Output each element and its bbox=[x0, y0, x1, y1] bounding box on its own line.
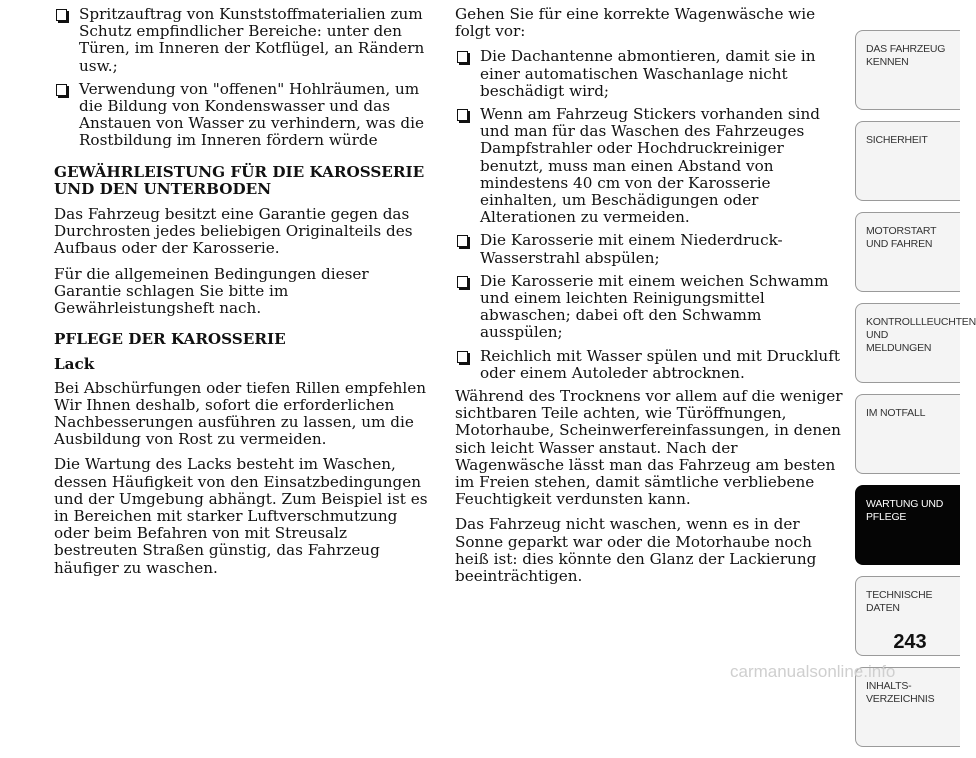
tab-technische-daten[interactable]: TECHNISCHE DATEN bbox=[855, 576, 960, 656]
watermark: carmanualsonline.info bbox=[730, 662, 896, 681]
tab-sicherheit[interactable]: SICHERHEIT bbox=[855, 121, 960, 201]
paragraph: Die Wartung des Lacks besteht im Waschen, dessen Häufigkeit von den Einsatzbedingungen und der Umgebung abhängt. Zum Beispiel ist es in Bereichen mit starker Luftverschmutzung oder beim Befahren von mit Streusalz bestreuten Straßen günstig, das Fahrzeug häufiger zu waschen. bbox=[54, 455, 428, 577]
list-item: Die Karosserie mit einem weichen Schwamm und einem leichten Reinigungsmittel abwaschen; dabei oft den Schwamm ausspülen; bbox=[455, 273, 845, 342]
paragraph: Das Fahrzeug nicht waschen, wenn es in der Sonne geparkt war oder die Motorhaube noch heiß ist: dies könnte den Glanz der Lackierung beeinträchtigen. bbox=[455, 515, 817, 586]
tab-kontrollleuchten[interactable]: KONTROLLLEUCHTEN UND MELDUNGEN bbox=[855, 303, 960, 383]
subheading-paint: Lack bbox=[54, 355, 95, 374]
paragraph: Gehen Sie für eine korrekte Wagenwäsche wie folgt vor: bbox=[455, 5, 816, 41]
paragraph: Das Fahrzeug besitzt eine Garantie gegen das Durchrosten jedes beliebigen Originalteils des Aufbaus oder der Karosserie. bbox=[54, 205, 413, 258]
paragraph: Für die allgemeinen Bedingungen dieser Garantie schlagen Sie bitte im Gewährleistungsheft nach. bbox=[54, 264, 369, 318]
tab-im-notfall[interactable]: IM NOTFALL bbox=[855, 394, 960, 474]
list-item: Die Dachantenne abmontieren, damit sie in einer automatischen Waschanlage nicht beschädigt wird; bbox=[455, 48, 845, 100]
list-item: Verwendung von "offenen" Hohlräumen, um die Bildung von Kondenswasser und das Anstauen von Wasser zu verhindern, was die Rostbildung im Inneren fördern würde bbox=[54, 81, 434, 150]
tab-inhaltsverzeichnis[interactable]: INHALTS-VERZEICHNIS bbox=[855, 667, 960, 747]
list-item: Reichlich mit Wasser spülen und mit Druckluft oder einem Autoleder abtrocknen. bbox=[455, 348, 845, 382]
section-heading-body-care: PFLEGE DER KAROSSERIE bbox=[54, 330, 286, 349]
left-column bbox=[54, 6, 434, 585]
list-item: Die Karosserie mit einem Niederdruck-Wasserstrahl abspülen; bbox=[455, 232, 845, 266]
list-item: Wenn am Fahrzeug Stickers vorhanden sind und man für das Waschen des Fahrzeuges Dampfstrahler oder Hochdruckreiniger benutzt, muss man einen Abstand von mindestens 40 cm von der Karosserie einhalten, um Beschädigungen oder Alterationen zu vermeiden. bbox=[455, 106, 845, 226]
right-column bbox=[455, 6, 845, 593]
tab-motorstart-und-fahren[interactable]: MOTORSTART UND FAHREN bbox=[855, 212, 960, 292]
tab-wartung-und-pflege[interactable]: WARTUNG UND PFLEGE bbox=[855, 485, 960, 565]
section-heading-warranty: GEWÄHRLEISTUNG FÜR DIE KAROSSERIE UND DEN UNTERBODEN bbox=[54, 162, 425, 198]
paragraph: Während des Trocknens vor allem auf die weniger sichtbaren Teile achten, wie Türöffnungen, Motorhaube, Scheinwerfereinfassungen, in denen sich leicht Wasser anstaut. Nach der Wagenwäsche lässt man das Fahrzeug am besten im Freien stehen, damit sämtliche verbliebene Feuchtigkeit verdunsten kann. bbox=[455, 387, 843, 509]
page-number: 243 bbox=[893, 631, 927, 653]
tab-das-fahrzeug-kennen[interactable]: DAS FAHRZEUG KENNEN bbox=[855, 30, 960, 110]
paragraph: Bei Abschürfungen oder tiefen Rillen empfehlen Wir Ihnen deshalb, sofort die erforderlichen Nachbesserungen ausführen zu lassen, um die Ausbildung von Rost zu vermeiden. bbox=[54, 378, 426, 449]
list-item: Spritzauftrag von Kunststoffmaterialien zum Schutz empfindlicher Bereiche: unter den Türen, im Inneren der Kotflügel, an Rändern usw.; bbox=[54, 6, 434, 75]
